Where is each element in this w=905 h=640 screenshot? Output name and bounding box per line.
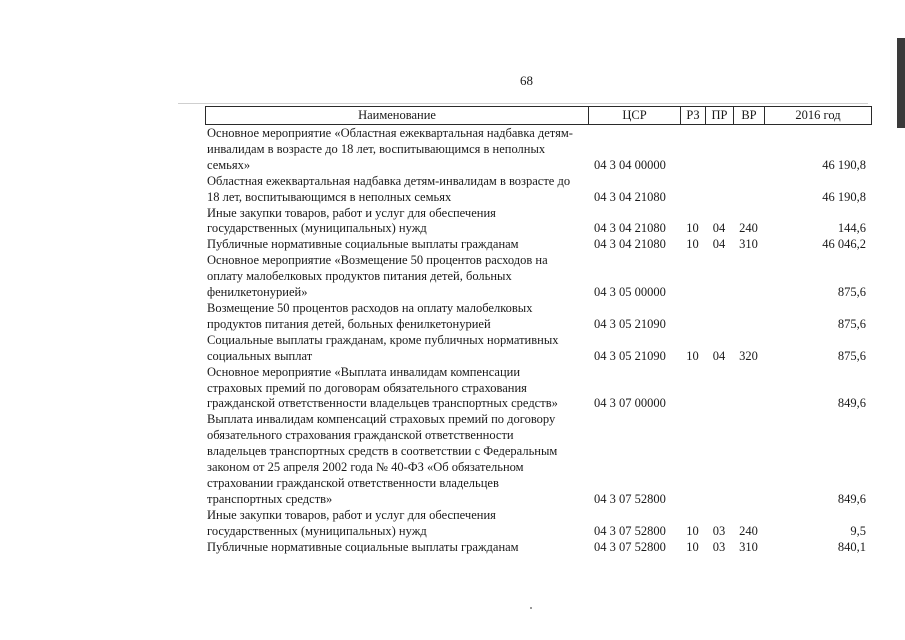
row-csr: 04 3 07 52800: [594, 491, 666, 506]
row-amount: 46 046,2: [822, 237, 866, 252]
row-amount: 875,6: [837, 316, 866, 331]
row-pr: 04: [712, 348, 726, 363]
header-pr: ПР: [706, 107, 734, 124]
row-csr: 04 3 04 21080: [594, 221, 666, 236]
row-amount: 144,6: [837, 221, 866, 236]
row-name: Социальные выплаты гражданам, кроме публичных нормативных социальных выплат: [207, 332, 559, 363]
header-rz: РЗ: [681, 107, 706, 124]
row-vr: 320: [739, 348, 758, 363]
table-row: [207, 540, 872, 556]
table-row: [207, 237, 872, 253]
table-row: [207, 174, 872, 206]
row-vr: 240: [739, 523, 758, 538]
page-number: 68: [520, 73, 533, 88]
row-csr: 04 3 05 21090: [594, 316, 666, 331]
scan-speck: [530, 607, 532, 609]
row-name: Публичные нормативные социальные выплаты гражданам: [207, 539, 519, 554]
table-row: [207, 301, 872, 333]
row-amount: 849,6: [837, 396, 866, 411]
row-name: Иные закупки товаров, работ и услуг для обеспечения государственных (муниципальных) нужд: [207, 507, 496, 538]
scan-edge-mark: [897, 38, 905, 128]
row-name: Областная ежеквартальная надбавка детям-инвалидам в возрасте до 18 лет, воспитывающимся в неполных семьях: [207, 173, 571, 204]
header-vr: ВР: [734, 107, 765, 124]
row-amount: 875,6: [837, 348, 866, 363]
row-pr: 04: [712, 221, 726, 236]
row-name: Иные закупки товаров, работ и услуг для обеспечения государственных (муниципальных) нужд: [207, 205, 496, 236]
header-year: 2016 год: [795, 108, 841, 122]
row-csr: 04 3 07 52800: [594, 539, 666, 554]
table-row: [207, 365, 872, 413]
row-rz: 10: [686, 237, 699, 252]
row-vr: 310: [739, 539, 758, 554]
table-row: [207, 126, 872, 174]
row-csr: 04 3 07 00000: [594, 396, 666, 411]
top-rule: [178, 103, 868, 104]
row-amount: 840,1: [837, 539, 866, 554]
row-name: Основное мероприятие «Возмещение 50 процентов расходов на оплату малобелковых продуктов питания детей, больных фенилкетонурией»: [207, 253, 548, 300]
row-csr: 04 3 04 21080: [594, 189, 666, 204]
header-csr: ЦСР: [589, 107, 681, 124]
row-csr: 04 3 05 00000: [594, 285, 666, 300]
row-csr: 04 3 05 21090: [594, 348, 666, 363]
row-csr: 04 3 04 00000: [594, 157, 666, 172]
row-pr: 03: [712, 523, 726, 538]
table-header: [205, 106, 872, 125]
table-row: [207, 253, 872, 301]
row-name: Основное мероприятие «Выплата инвалидам компенсации страховых премий по договорам обязательного страхования гражданской ответственности владельцев транспортных средств»: [207, 364, 558, 411]
header-name: Наименование: [206, 107, 589, 124]
row-rz: 10: [686, 221, 699, 236]
row-name: Выплата инвалидам компенсаций страховых премий по договору обязательного страхования гражданской ответственности владельцев транспортных средств в соответствии с Федеральным законом от 25 апреля 2002 года № 40-ФЗ «Об обязательном страховании гражданской ответственности владельцев транспортных средств»: [207, 412, 558, 506]
table-body: [207, 126, 872, 555]
table-row: [207, 508, 872, 540]
row-vr: 240: [739, 221, 758, 236]
row-name: Основное мероприятие «Областная ежеквартальная надбавка детям- инвалидам в возрасте до 18 лет, воспитывающимся в неполных семьях»: [207, 126, 573, 172]
table-row: [207, 333, 872, 365]
row-csr: 04 3 04 21080: [594, 237, 666, 252]
row-amount: 849,6: [837, 491, 866, 506]
row-pr: 04: [712, 237, 726, 252]
table-row: [207, 206, 872, 238]
row-name: Возмещение 50 процентов расходов на оплату малобелковых продуктов питания детей, больных фенилкетонурией: [207, 300, 533, 331]
table-row: [207, 412, 872, 507]
row-csr: 04 3 07 52800: [594, 523, 666, 538]
row-rz: 10: [686, 523, 699, 538]
row-amount: 9,5: [850, 523, 866, 538]
row-rz: 10: [686, 348, 699, 363]
row-name: Публичные нормативные социальные выплаты гражданам: [207, 237, 519, 252]
row-amount: 875,6: [837, 285, 866, 300]
row-amount: 46 190,8: [822, 157, 866, 172]
row-rz: 10: [686, 539, 699, 554]
row-vr: 310: [739, 237, 758, 252]
row-amount: 46 190,8: [822, 189, 866, 204]
row-pr: 03: [712, 539, 726, 554]
